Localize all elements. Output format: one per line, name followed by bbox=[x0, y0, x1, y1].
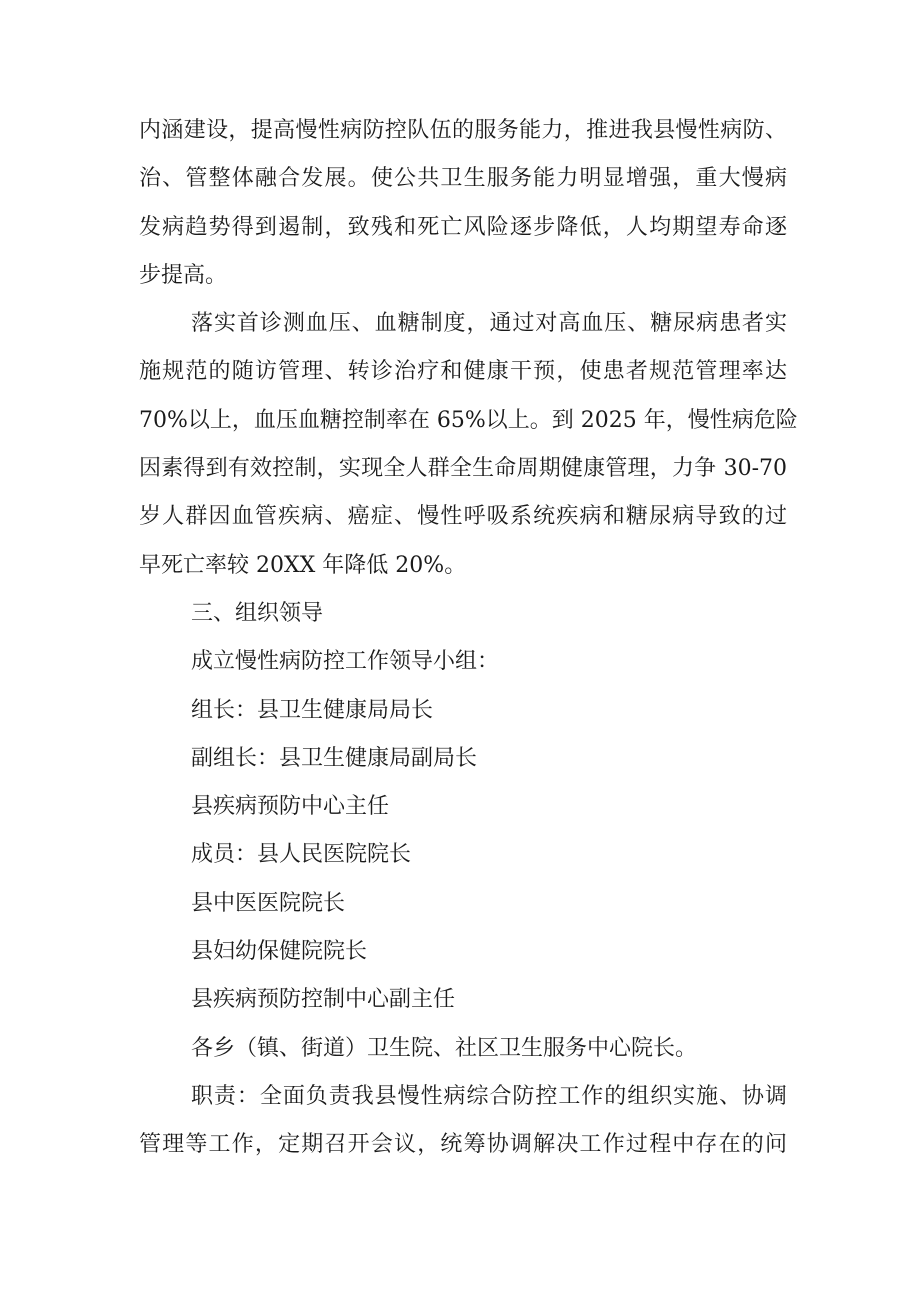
paragraph bbox=[139, 783, 787, 831]
text-line: 副组长：县卫生健康局副局长 bbox=[191, 745, 478, 771]
text-line: 施规范的随访管理、转诊治疗和健康干预，使患者规范管理率达 bbox=[139, 359, 787, 385]
paragraph bbox=[139, 107, 787, 300]
text-line: 因素得到有效控制，实现全人群全生命周期健康管理，力争 30-70 bbox=[139, 456, 787, 482]
text-line: 岁人群因血管疾病、癌症、慢性呼吸系统疾病和糖尿病导致的过 bbox=[139, 504, 787, 530]
paragraph bbox=[139, 300, 798, 590]
text-line: 各乡（镇、街道）卫生院、社区卫生服务中心院长。 bbox=[191, 1035, 698, 1061]
text-line: 三、组织领导 bbox=[191, 600, 324, 626]
text-line: 成员：县人民医院院长 bbox=[191, 842, 412, 868]
paragraph bbox=[139, 1073, 787, 1170]
paragraph bbox=[139, 880, 787, 928]
text-line: 县疾病预防控制中心副主任 bbox=[191, 987, 456, 1013]
paragraph bbox=[139, 687, 787, 735]
paragraph bbox=[139, 976, 787, 1024]
text-line: 内涵建设，提高慢性病防控队伍的服务能力，推进我县慢性病防、 bbox=[139, 118, 787, 143]
text-line: 早死亡率较 20XX 年降低 20%。 bbox=[139, 552, 467, 578]
text-line: 县疾病预防中心主任 bbox=[191, 794, 390, 820]
text-line: 落实首诊测血压、血糖制度，通过对高血压、糖尿病患者实 bbox=[191, 311, 787, 337]
paragraph bbox=[139, 735, 787, 783]
text-line: 治、管整体融合发展。使公共卫生服务能力明显增强，重大慢病 bbox=[139, 166, 787, 192]
paragraph bbox=[139, 638, 787, 686]
text-line: 70%以上，血压血糖控制率在 65%以上。到 2025 年，慢性病危险 bbox=[139, 407, 798, 433]
text-line: 组长：县卫生健康局局长 bbox=[191, 697, 434, 723]
document-body bbox=[139, 107, 798, 1170]
text-line: 县中医医院院长 bbox=[191, 890, 346, 916]
text-line: 管理等工作，定期召开会议，统筹协调解决工作过程中存在的问 bbox=[139, 1132, 787, 1158]
paragraph bbox=[139, 1025, 787, 1073]
section-heading bbox=[139, 590, 787, 638]
text-line: 县妇幼保健院院长 bbox=[191, 939, 368, 965]
text-line: 步提高。 bbox=[139, 262, 228, 288]
text-line: 成立慢性病防控工作领导小组： bbox=[191, 649, 500, 675]
text-line: 发病趋势得到遏制，致残和死亡风险逐步降低，人均期望寿命逐 bbox=[139, 214, 787, 240]
paragraph bbox=[139, 831, 787, 879]
paragraph bbox=[139, 928, 787, 976]
text-line: 职责：全面负责我县慢性病综合防控工作的组织实施、协调 bbox=[191, 1083, 787, 1109]
